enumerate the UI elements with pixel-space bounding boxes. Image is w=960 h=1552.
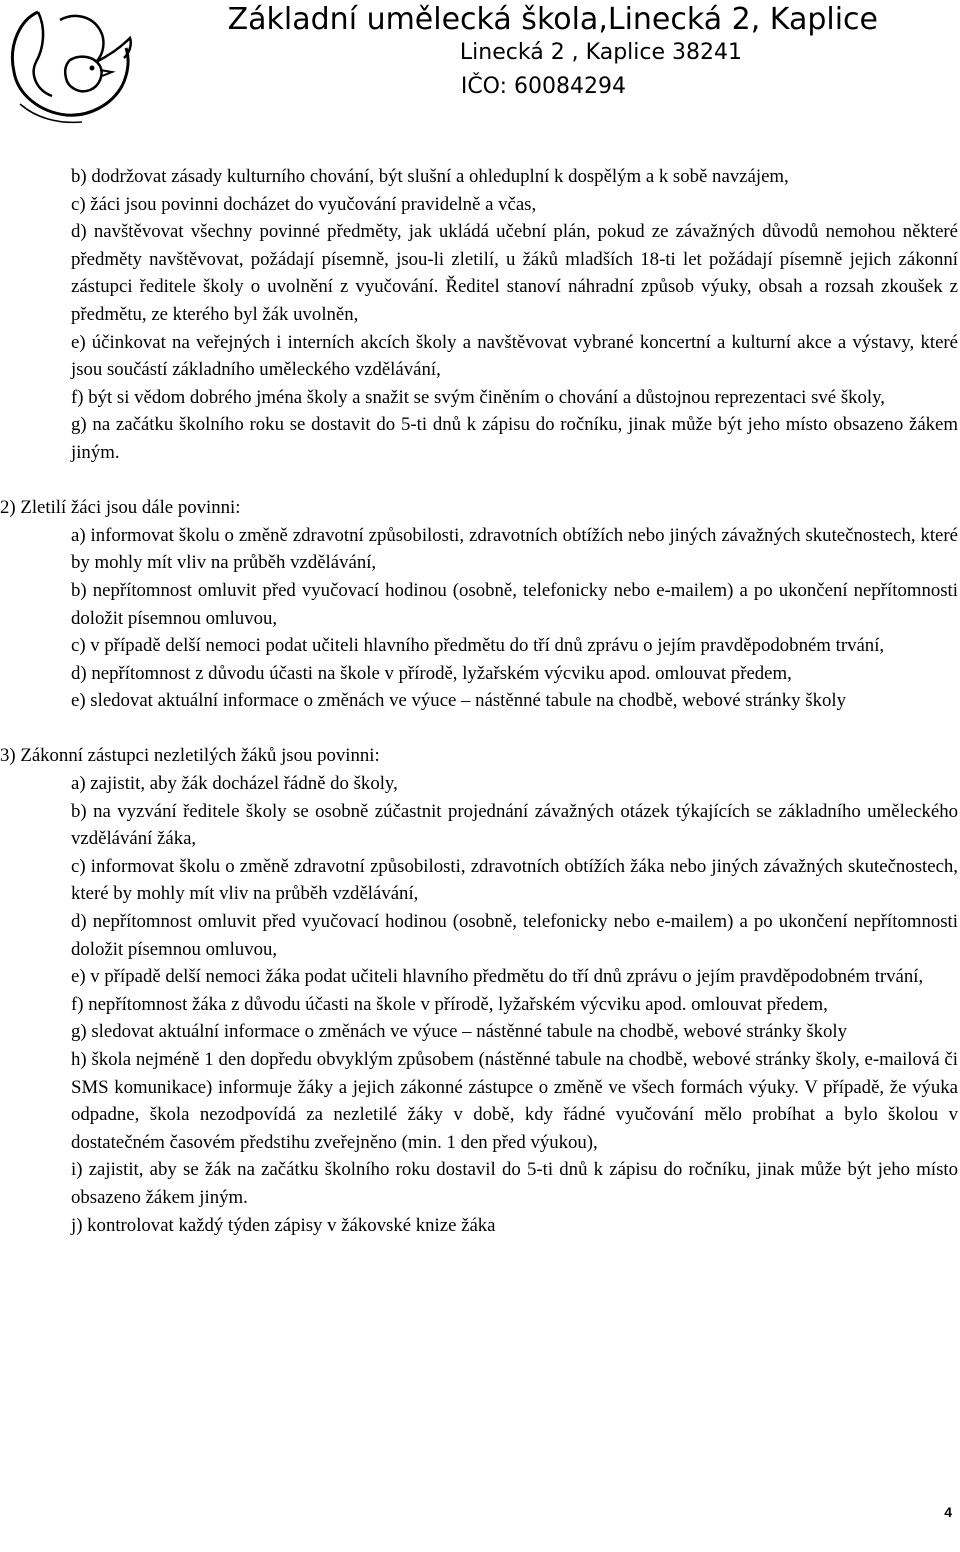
section-heading: 2) Zletilí žáci jsou dále povinni: [0, 497, 241, 519]
list-item: d) nepřítomnost z důvodu účasti na škole v přírodě, lyžařském výcviku apod. omlouvat předem, [71, 662, 792, 684]
list-item: b) na vyzvání ředitele školy se osobně zúčastnit projednání závažných otázek týkajících se základního uměleckého vzdělávání žáka, [71, 800, 958, 850]
list-item: d) navštěvovat všechny povinné předměty, jak ukládá učební plán, pokud ze závažných důvodů nemohou některé předměty navštěvovat, požádají písemně, jsou-li zletilí, u žáků mladších 18-ti let požádají písemně jejich zákonní zástupci ředitele školy o uvolnění z vyučování. Ředitel stanoví náhradní způsob výuky, obsah a rozsah zkoušek z předmětu, ze kterého byl žák uvolněn, [71, 221, 958, 325]
school-ico: IČO: 60084294 [460, 74, 626, 99]
page-number: 4 [944, 1504, 952, 1520]
list-item: e) účinkovat na veřejných i interních akcích školy a navštěvovat vybrané koncertní a kulturní akce a výstavy, které jsou součástí základního uměleckého vzdělávání, [71, 331, 958, 381]
section-2 [0, 494, 960, 715]
list-item: e) sledovat aktuální informace o změnách ve výuce – nástěnné tabule na chodbě, webové stránky školy [71, 690, 846, 712]
list-item: g) sledovat aktuální informace o změnách ve výuce – nástěnné tabule na chodbě, webové stránky školy [71, 1021, 848, 1043]
list-item: a) zajistit, aby žák docházel řádně do školy, [71, 773, 398, 795]
list-item: f) být si vědom dobrého jména školy a snažit se svým činěním o chování a důstojnou reprezentaci své školy, [71, 386, 886, 408]
section-3 [0, 742, 960, 1239]
list-item: b) dodržovat zásady kulturního chování, být slušní a ohleduplní k dospělým a k sobě navzájem, [71, 166, 789, 187]
list-item: e) v případě delší nemoci žáka podat učiteli hlavního předmětu do tří dnů zprávu o jejím pravděpodobném trvání, [71, 966, 924, 988]
letterhead [0, 0, 960, 130]
list-item: c) informovat školu o změně zdravotní způsobilosti, zdravotních obtížích žáka nebo jiných závažných skutečnostech, které by mohly mít vliv na průběh vzdělávání, [71, 855, 958, 905]
intro-list [0, 163, 960, 467]
section-heading: 3) Zákonní zástupci nezletilých žáků jsou povinni: [0, 745, 380, 767]
list-item: g) na začátku školního roku se dostavit do 5-ti dnů k zápisu do ročníku, jinak může být jeho místo obsazeno žákem jiným. [71, 414, 958, 463]
list-item: f) nepřítomnost žáka z důvodu účasti na škole v přírodě, lyžařském výcviku apod. omlouvat předem, [71, 993, 828, 1015]
list-item: b) nepřítomnost omluvit před vyučovací hodinou (osobně, telefonicky nebo e-mailem) a po ukončení nepřítomnosti doložit písemnou omluvou, [71, 579, 958, 629]
school-address: Linecká 2 , Kaplice 38241 [459, 40, 742, 65]
list-item: h) škola nejméně 1 den dopředu obvyklým způsobem (nástěnné tabule na chodbě, webové stránky školy, e-mailová či SMS komunikace) informuje žáky a jejich zákonné zástupce o změně ve všech formách výuky. V případě, že výuka odpadne, škola nezodpovídá za nezletilé žáky v době, kdy řádné vyučování mělo probíhat a bylo školou v dostatečném časovém předstihu zveřejněno (min. 1 den před výukou), [71, 1049, 958, 1153]
list-item: j) kontrolovat každý týden zápisy v žákovské knize žáka [71, 1214, 496, 1236]
list-item: i) zajistit, aby se žák na začátku školního roku dostavil do 5-ti dnů k zápisu do ročníku, jinak může být jeho místo obsazeno žákem jiným. [71, 1159, 958, 1208]
list-item: d) nepřítomnost omluvit před vyučovací hodinou (osobně, telefonicky nebo e-mailem) a po ukončení nepřítomnosti doložit písemnou omluvou, [71, 911, 958, 960]
school-logo-bird-icon [0, 0, 150, 135]
list-item: a) informovat školu o změně zdravotní způsobilosti, zdravotních obtížích nebo jiných závažných skutečnostech, které by mohly mít vliv na průběh vzdělávání, [71, 524, 958, 574]
list-item: c) v případě delší nemoci podat učiteli hlavního předmětu do tří dnů zprávu o jejím pravděpodobném trvání, [71, 635, 885, 657]
list-item: c) žáci jsou povinni docházet do vyučování pravidelně a včas, [71, 193, 537, 215]
document-body [0, 163, 960, 1239]
school-name: Základní umělecká škola,Linecká 2, Kaplice [227, 2, 878, 37]
